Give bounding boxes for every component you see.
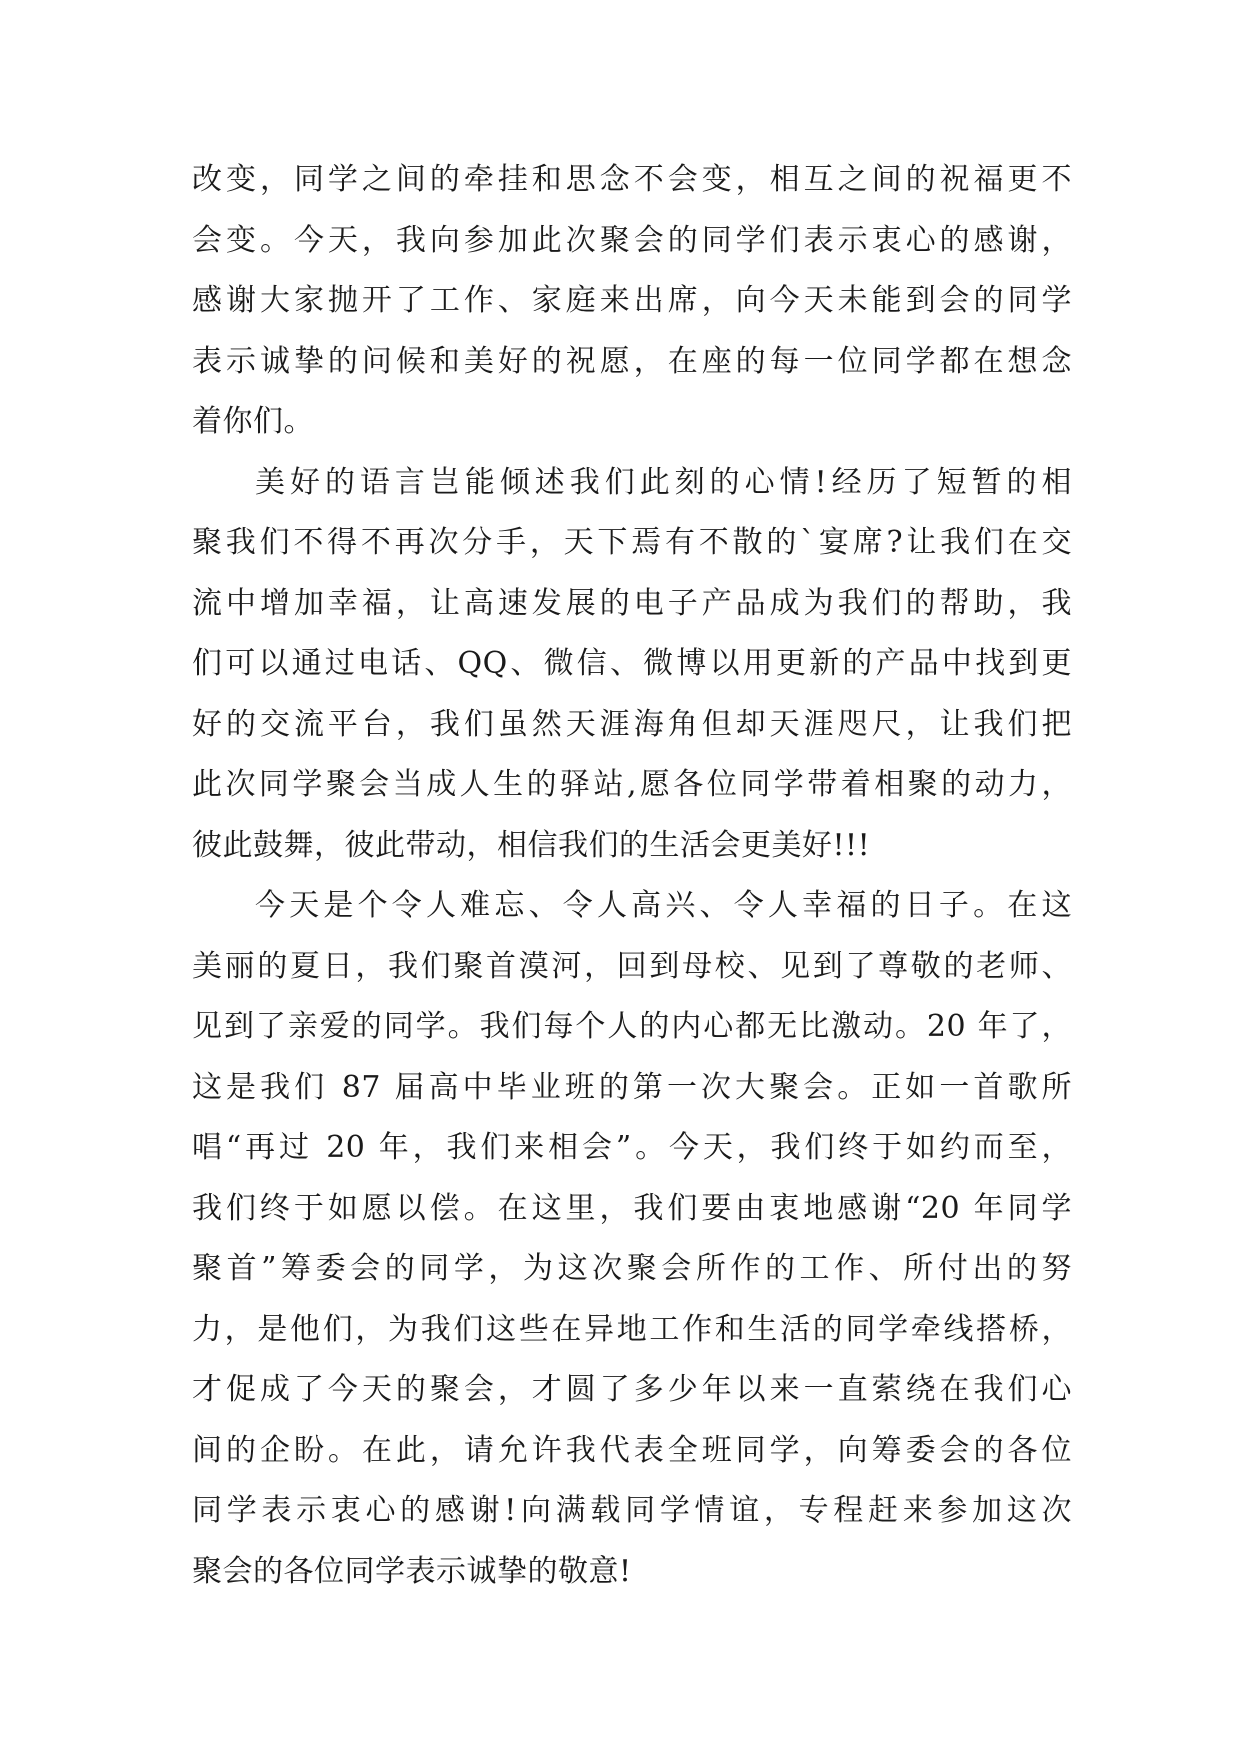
text-line: 才促成了今天的聚会，才圆了多少年以来一直萦绕在我们心 — [192, 1372, 1072, 1407]
text-line: 今天是个令人难忘、令人高兴、令人幸福的日子。在这 — [255, 888, 1072, 923]
text-line: 我们终于如愿以偿。在这里，我们要由衷地感谢“20 年同学 — [192, 1190, 1072, 1226]
text-line: 唱“再过 20 年，我们来相会”。今天，我们终于如约而至， — [192, 1130, 1072, 1165]
text-line: 同学表示衷心的感谢!向满载同学情谊，专程赶来参加这次 — [192, 1493, 1072, 1528]
text-line: 聚首”筹委会的同学，为这次聚会所作的工作、所付出的努 — [192, 1251, 1072, 1286]
text-line: 好的交流平台，我们虽然天涯海角但却天涯咫尺，让我们把 — [192, 706, 1072, 742]
text-line: 改变，同学之间的牵挂和思念不会变，相互之间的祝福更不 — [192, 162, 1072, 197]
text-line: 聚我们不得不再次分手，天下焉有不散的`宴席?让我们在交 — [192, 525, 1072, 560]
text-line: 这是我们 87 届高中毕业班的第一次大聚会。正如一首歌所 — [192, 1069, 1072, 1105]
text-line: 彼此鼓舞，彼此带动，相信我们的生活会更美好!!! — [192, 827, 871, 863]
text-line: 聚会的各位同学表示诚挚的敬意! — [192, 1553, 632, 1589]
text-line: 会变。今天，我向参加此次聚会的同学们表示衷心的感谢， — [192, 222, 1072, 258]
text-line: 间的企盼。在此，请允许我代表全班同学，向筹委会的各位 — [192, 1432, 1072, 1468]
text-line: 此次同学聚会当成人生的驿站,愿各位同学带着相聚的动力， — [192, 767, 1072, 802]
paragraph-1 — [192, 150, 1072, 453]
paragraph-3 — [192, 876, 1072, 1602]
text-line: 着你们。 — [192, 404, 314, 439]
text-line: 力，是他们，为我们这些在异地工作和生活的同学牵线搭桥， — [192, 1311, 1072, 1347]
text-line: 美好的语言岂能倾述我们此刻的心情!经历了短暂的相 — [255, 464, 1072, 500]
paragraph-2 — [192, 453, 1072, 877]
text-line: 表示诚挚的问候和美好的祝愿，在座的每一位同学都在想念 — [192, 343, 1072, 379]
text-line: 流中增加幸福，让高速发展的电子产品成为我们的帮助，我 — [192, 585, 1072, 621]
text-line: 美丽的夏日，我们聚首漠河，回到母校、见到了尊敬的老师、 — [192, 948, 1072, 984]
text-line: 感谢大家抛开了工作、家庭来出席，向今天未能到会的同学 — [192, 283, 1072, 318]
document-page — [192, 150, 1072, 1602]
text-line: 们可以通过电话、QQ、微信、微博以用更新的产品中找到更 — [192, 646, 1072, 681]
text-line: 见到了亲爱的同学。我们每个人的内心都无比激动。20 年了， — [192, 1009, 1072, 1044]
